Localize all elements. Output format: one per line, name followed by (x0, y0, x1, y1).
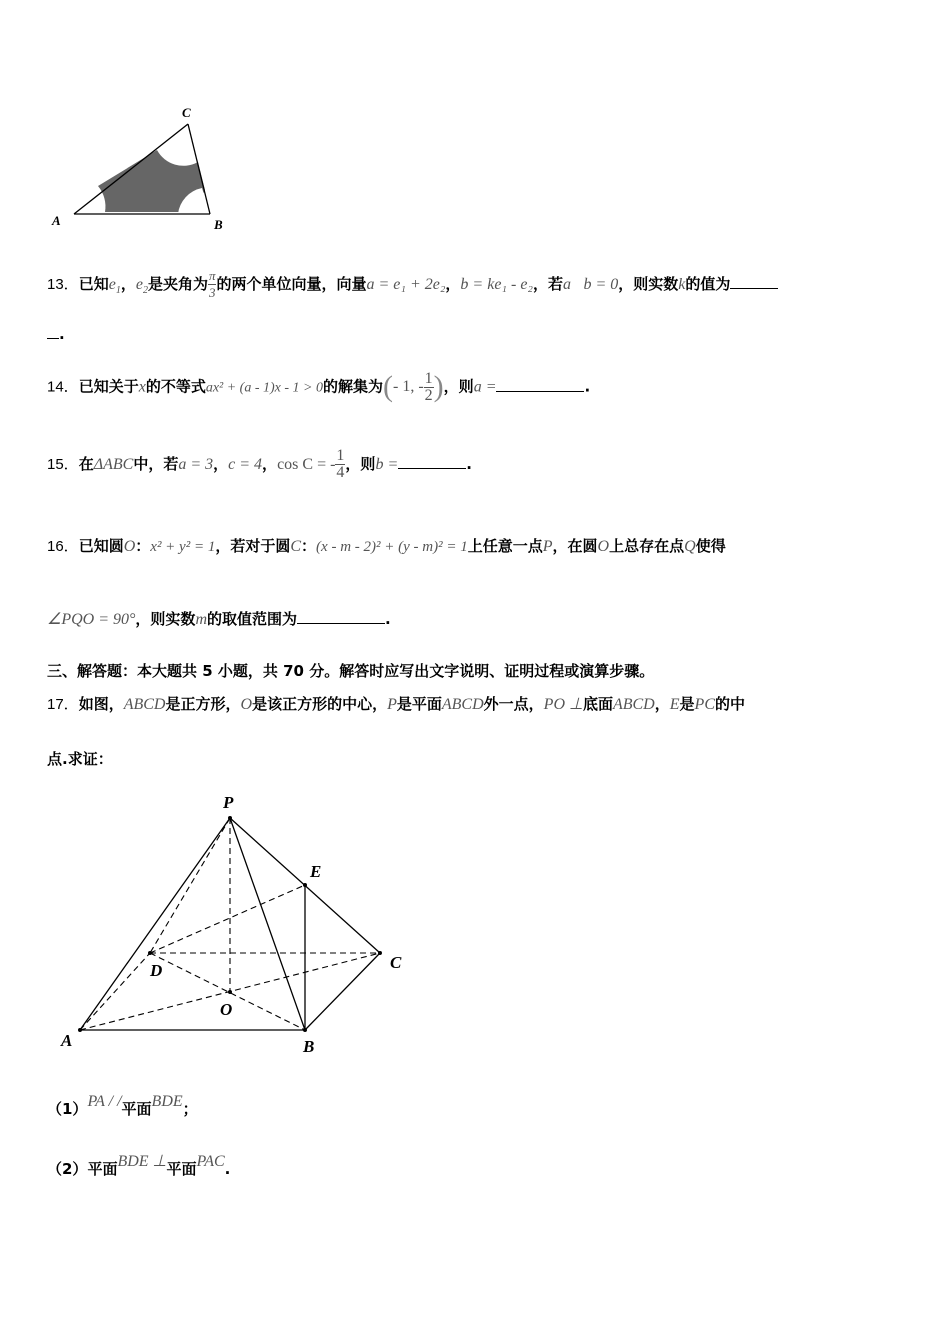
q17-text-8: 的中 (715, 695, 746, 713)
edge-pd (150, 818, 230, 953)
q17-text-3: 是该正方形的中心， (252, 695, 388, 713)
q17-part-2 (47, 1153, 231, 1179)
question-13 (47, 268, 778, 301)
section-3-heading: 三、解答题：本大题共 5 小题，共 70 分。解答时应写出文字说明、证明过程或演算步骤。 (47, 662, 655, 680)
q14-text-1: 已知关于 (78, 377, 139, 396)
question-17 (47, 693, 745, 714)
q16-circle-o-2: O (597, 538, 610, 555)
q16-number: 16． (47, 538, 79, 555)
q17-pc: PC (694, 696, 715, 713)
q15-tail: . (466, 455, 472, 473)
q16-text-6: 使得 (695, 537, 726, 555)
q17-po-perp: PO ⊥ (543, 696, 583, 713)
question-15 (47, 448, 472, 481)
q17-comma: ， (654, 695, 670, 713)
label-b: B (303, 1037, 315, 1056)
q13-text-2: 是夹角为 (147, 275, 208, 293)
q17-abcd-2: ABCD (441, 696, 484, 713)
q17-part-2-expr: BDE ⊥ (117, 1153, 167, 1170)
point-b (303, 1028, 307, 1032)
q16-answer-blank (297, 622, 385, 624)
q13-comma: ， (120, 275, 136, 293)
q17-o: O (240, 696, 253, 713)
q17-part-2-text-1: 平面 (87, 1160, 118, 1178)
q17-text-4: 是平面 (396, 695, 442, 713)
q17-part-2-text-2: 平面 (166, 1160, 197, 1178)
q14-expr: ax² + (a - 1)x - 1 > 0 (205, 380, 323, 396)
question-14 (47, 370, 590, 404)
point-e (303, 883, 307, 887)
q16-circle-c: C (290, 538, 302, 555)
q17-text-5: 外一点， (483, 695, 544, 713)
q16-text-7: ，则实数 (135, 610, 196, 628)
q14-interval: ( - 1, - $\frac{1}{2}$ ) (383, 369, 444, 404)
q13-expr-dot: a⃞b = 0 (563, 276, 619, 293)
q16-text-5: 上总存在点 (609, 537, 685, 555)
question-16 (47, 535, 726, 556)
q15-comma-2: ， (262, 455, 278, 473)
q17-text-2: 是正方形， (165, 695, 241, 713)
q13-text-5: ，则实数 (618, 275, 679, 293)
edge-ad (80, 953, 150, 1030)
q16-point-p: P (542, 538, 553, 555)
q15-triangle: ΔABC (93, 456, 134, 473)
q15-a-value: a = 3 (178, 456, 214, 473)
q17-part-2-pac: PAC (196, 1153, 225, 1170)
label-a: A (61, 1031, 73, 1050)
q16-text-1: 已知圆 (78, 537, 124, 555)
q17-part-1-expr: PA / / (87, 1093, 122, 1110)
label-o: O (220, 1000, 233, 1019)
point-d (148, 951, 152, 955)
label-b: B (214, 217, 223, 232)
q15-b-eq: b = (375, 456, 399, 473)
q16-circle-o: O (123, 538, 136, 555)
q17-text-7: 是 (679, 695, 695, 713)
q14-text-4: ，则 (443, 377, 474, 396)
q17-part-2-tail: . (224, 1160, 231, 1178)
q13-e2: $e_2$ (135, 276, 148, 297)
q15-number: 15． (47, 456, 79, 473)
q15-text-2: 中，若 (133, 455, 179, 473)
edge-pa (80, 818, 233, 1030)
point-a (78, 1028, 82, 1032)
q14-text-2: 的不等式 (145, 377, 206, 396)
q13-expr-a: a = e₁ + 2e₂ (366, 276, 446, 293)
q16-point-q: Q (684, 538, 696, 555)
q17-number: 17． (47, 696, 79, 713)
q17-abcd: ABCD (123, 696, 166, 713)
q16-text-2: ，若对于圆 (215, 537, 291, 555)
q16-text-8: 的取值范围为 (207, 610, 298, 628)
question-17-line-2: 点.求证： (47, 750, 113, 768)
q14-answer-blank (496, 390, 584, 392)
q15-c-value: c = 4 (228, 456, 263, 473)
label-a: A (52, 213, 61, 228)
q13-text-1: 已知 (78, 275, 109, 293)
q13-answer-blank (730, 287, 778, 289)
q17-p: P (387, 696, 397, 713)
q16-tail: . (385, 610, 391, 628)
label-d: D (150, 961, 163, 980)
q16-text-4: ，在圆 (552, 537, 598, 555)
q16-eq-2: (x - m - 2)² + (y - m)² = 1 (316, 539, 468, 555)
label-c: C (182, 105, 191, 120)
q14-tail: . (584, 377, 591, 396)
label-p: P (223, 793, 234, 812)
question-13-line-2 (47, 325, 65, 343)
q14-number: 14． (47, 378, 79, 396)
q17-text-1: 如图， (78, 695, 124, 713)
question-16-line-2 (47, 608, 391, 629)
q17-part-1-text: 平面 (121, 1100, 152, 1118)
q13-answer-blank-2 (47, 337, 59, 339)
q16-text-3: 上任意一点 (467, 537, 543, 555)
q17-part-2-label: （2） (47, 1160, 88, 1178)
triangle-figure (40, 100, 240, 235)
q15-text-3: ，则 (345, 455, 376, 473)
q14-text-3: 的解集为 (323, 377, 384, 396)
q17-part-1-label: （1） (47, 1100, 88, 1118)
q14-a-eq: a = (473, 378, 497, 396)
q13-comma-2: ， (445, 275, 461, 293)
point-c (378, 951, 382, 955)
q17-text-6: 底面 (582, 695, 613, 713)
q16-eq-1: x² + y² = 1 (150, 539, 216, 555)
q13-text-4: ，若 (532, 275, 563, 293)
q13-text-3: 的两个单位向量，向量 (216, 275, 367, 293)
q13-e1: $e_1$ (108, 276, 121, 297)
edge-de (150, 885, 305, 953)
label-e: E (310, 862, 322, 881)
q16-angle: ∠PQO = 90° (47, 611, 136, 628)
q13-expr-b: b = ke₁ - e₂ (460, 276, 533, 293)
q14-x: x (138, 378, 146, 396)
q15-comma: ， (213, 455, 229, 473)
q13-tail: . (59, 325, 65, 343)
edge-bc (305, 953, 380, 1030)
q17-e: E (669, 696, 680, 713)
q17-abcd-3: ABCD (612, 696, 655, 713)
label-c: C (390, 953, 402, 972)
q15-cos-c: cos C = - $\frac{1}{4}$ (277, 447, 345, 481)
pyramid-figure (50, 790, 420, 1060)
q17-part-1-tail: ； (182, 1100, 198, 1118)
q17-part-1-bde: BDE (151, 1093, 183, 1110)
q13-pi-over-3: $\frac{\pi}{3}$ (208, 268, 216, 300)
q16-colon: ： (135, 537, 151, 555)
q15-answer-blank (398, 467, 466, 469)
point-p (228, 816, 232, 820)
shaded-region-arc-a (74, 186, 105, 212)
q15-text-1: 在 (78, 455, 94, 473)
q13-text-6: 的值为 (685, 275, 731, 293)
q13-number: 13． (47, 276, 79, 293)
point-o (228, 990, 232, 994)
q13-k: k (678, 276, 686, 293)
q16-m: m (195, 611, 207, 628)
q16-colon-2: ： (301, 537, 317, 555)
q17-part-1 (47, 1093, 198, 1119)
